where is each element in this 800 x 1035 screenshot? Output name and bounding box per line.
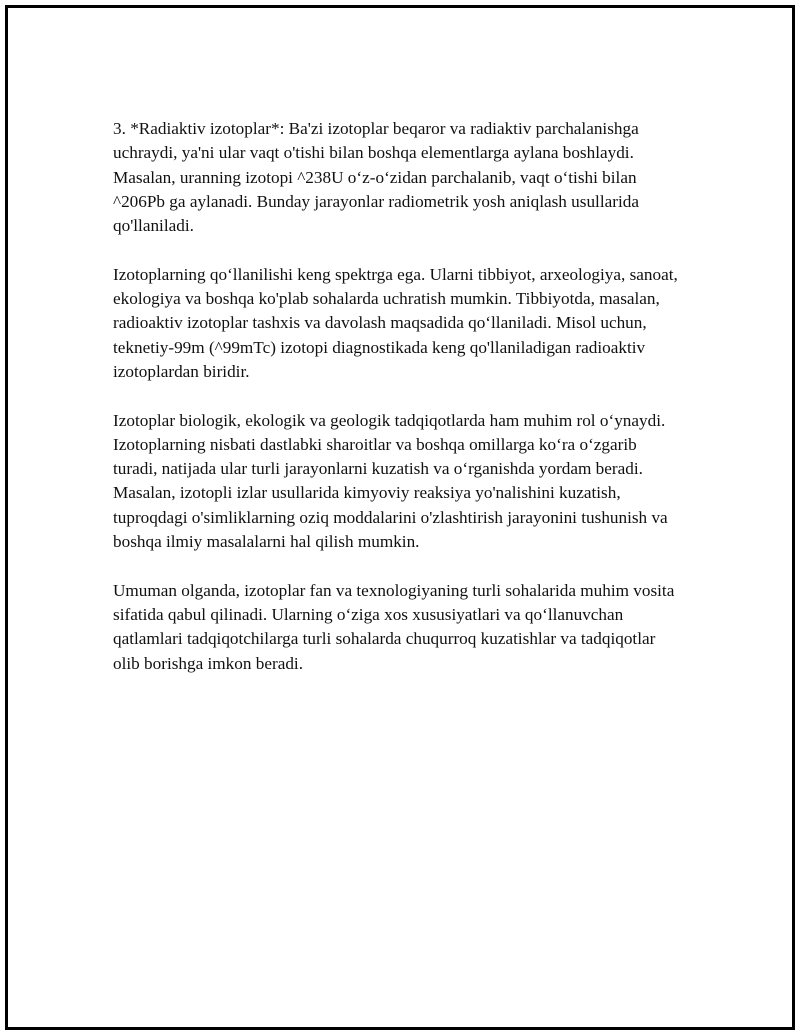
- paragraph-isotope-research: Izotoplar biologik, ekologik va geologik tadqiqotlarda ham muhim rol o‘ynaydi. Izotoplarning nisbati dastlabki sharoitlar va boshqa omillarga ko‘ra o‘zgarib turadi, natijada ular turli jarayonlarni kuzatish va o‘rganishda yordam beradi. Masalan, izotopli izlar usullarida kimyoviy reaksiya yo'nalishini kuzatish, tuproqdagi o'simliklarning oziq moddalarini o'zlashtirish jarayonini tushunish va boshqa ilmiy masalalarni hal qilish mumkin.: [113, 410, 668, 552]
- paragraph-isotope-applications: Izotoplarning qo‘llanilishi keng spektrga ega. Ularni tibbiyot, arxeologiya, sanoat, ekologiya va boshqa ko'plab sohalarda uchratish mumkin. Tibbiyotda, masalan, radioaktiv izotoplar tashxis va davolash maqsadida qo‘llaniladi. Misol uchun, teknetiy-99m (^99mTc) izotopi diagnostikada keng qo'llaniladigan radioaktiv izotoplardan biridir.: [113, 264, 678, 381]
- paragraph-radioactive-isotopes: 3. *Radiaktiv izotoplar*: Ba'zi izotoplar beqaror va radiaktiv parchalanishga uchraydi, ya'ni ular vaqt o'tishi bilan boshqa elementlarga aylana boshlaydi. Masalan, uranning izotopi ^238U o‘z-o‘zidan parchalanib, vaqt o‘tishi bilan ^206Pb ga aylanadi. Bunday jarayonlar radiometrik yosh aniqlash usullarida qo'llaniladi.: [113, 119, 639, 236]
- document-body: [113, 117, 683, 700]
- paragraph-conclusion: Umuman olganda, izotoplar fan va texnologiyaning turli sohalarida muhim vosita sifatida qabul qilinadi. Ularning o‘ziga xos xususiyatlari va qo‘llanuvchan qatlamlari tadqiqotchilarga turli sohalarda chuqurroq kuzatishlar va tadqiqotlar olib borishga imkon beradi.: [113, 580, 675, 673]
